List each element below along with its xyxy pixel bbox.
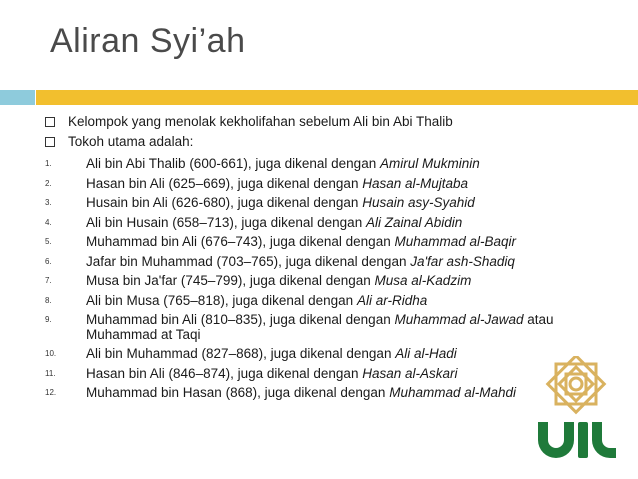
item-title: Husain asy-Syahid bbox=[362, 195, 475, 210]
accent-band-right bbox=[36, 90, 638, 105]
list-text bbox=[86, 385, 516, 400]
bullet-text: Kelompok yang menolak kekholifahan sebelum Ali bin Abi Thalib bbox=[68, 114, 453, 129]
item-title: Ali al-Hadi bbox=[395, 346, 457, 361]
item-description: Muhammad bin Ali (676–743), juga dikenal dengan bbox=[86, 234, 395, 249]
list-number: 3. bbox=[45, 198, 52, 207]
list-number: 5. bbox=[45, 237, 52, 246]
square-bullet-icon bbox=[45, 117, 55, 127]
item-title: Musa al-Kadzim bbox=[374, 273, 472, 288]
list-text bbox=[86, 156, 480, 171]
item-description: Muhammad bin Hasan (868), juga dikenal dengan bbox=[86, 385, 390, 400]
university-logo bbox=[528, 356, 628, 466]
item-description: Hasan bin Ali (846–874), juga dikenal dengan bbox=[86, 365, 363, 381]
list-number: 9. bbox=[45, 315, 52, 324]
square-bullet-icon bbox=[45, 137, 55, 147]
list-number: 8. bbox=[45, 295, 52, 305]
item-description: Hasan bin Ali (625–669), juga dikenal dengan bbox=[86, 175, 363, 191]
item-title: Muhammad al-Baqir bbox=[394, 234, 517, 249]
item-continuation: Muhammad at Taqi bbox=[86, 327, 201, 342]
item-description: Ali bin Musa (765–818), juga dikenal dengan bbox=[86, 292, 357, 308]
item-description: Jafar bin Muhammad (703–765), juga dikenal dengan bbox=[86, 253, 411, 269]
item-description: Musa bin Ja'far (745–799), juga dikenal dengan bbox=[86, 273, 375, 288]
list-text bbox=[86, 195, 475, 210]
item-title: Ja'far ash-Shadiq bbox=[410, 253, 515, 269]
list-text bbox=[86, 312, 554, 342]
item-description: Husain bin Ali (626-680), juga dikenal dengan bbox=[86, 195, 363, 210]
list-number: 11. bbox=[45, 368, 56, 378]
item-title: Ali Zainal Abidin bbox=[365, 214, 463, 230]
list-text bbox=[86, 346, 457, 361]
item-title: Muhammad al-Mahdi bbox=[389, 385, 517, 400]
item-title: Hasan al-Askari bbox=[362, 365, 458, 381]
item-title: Ali ar-Ridha bbox=[356, 292, 428, 308]
list-number: 10. bbox=[45, 349, 57, 358]
item-title: Hasan al-Mujtaba bbox=[362, 175, 469, 191]
list-number: 12. bbox=[45, 388, 57, 397]
item-description: Ali bin Husain (658–713), juga dikenal dengan bbox=[86, 214, 366, 230]
accent-band-left bbox=[0, 90, 35, 105]
list-text bbox=[86, 254, 515, 269]
list-text bbox=[86, 293, 427, 308]
slide-title: Aliran Syi’ah bbox=[50, 22, 246, 60]
item-description: Muhammad bin Ali (810–835), juga dikenal dengan bbox=[86, 312, 395, 327]
list-number: 2. bbox=[45, 178, 52, 188]
list-text bbox=[86, 234, 516, 249]
list-number: 6. bbox=[45, 256, 52, 266]
bullet-text: Tokoh utama adalah: bbox=[68, 134, 194, 149]
item-title: Muhammad al-Jawad bbox=[394, 312, 524, 327]
item-suffix: atau bbox=[523, 312, 554, 327]
list-number: 4. bbox=[45, 217, 52, 227]
list-text bbox=[86, 366, 458, 381]
list-text bbox=[86, 176, 468, 191]
item-description: Ali bin Abi Thalib (600-661), juga dikenal dengan bbox=[86, 156, 380, 171]
list-text bbox=[86, 273, 471, 288]
list-text bbox=[86, 215, 462, 230]
item-title: Amirul Mukminin bbox=[379, 156, 480, 171]
list-number: 7. bbox=[45, 276, 52, 285]
list-number: 1. bbox=[45, 159, 52, 168]
item-description: Ali bin Muhammad (827–868), juga dikenal dengan bbox=[86, 346, 396, 361]
